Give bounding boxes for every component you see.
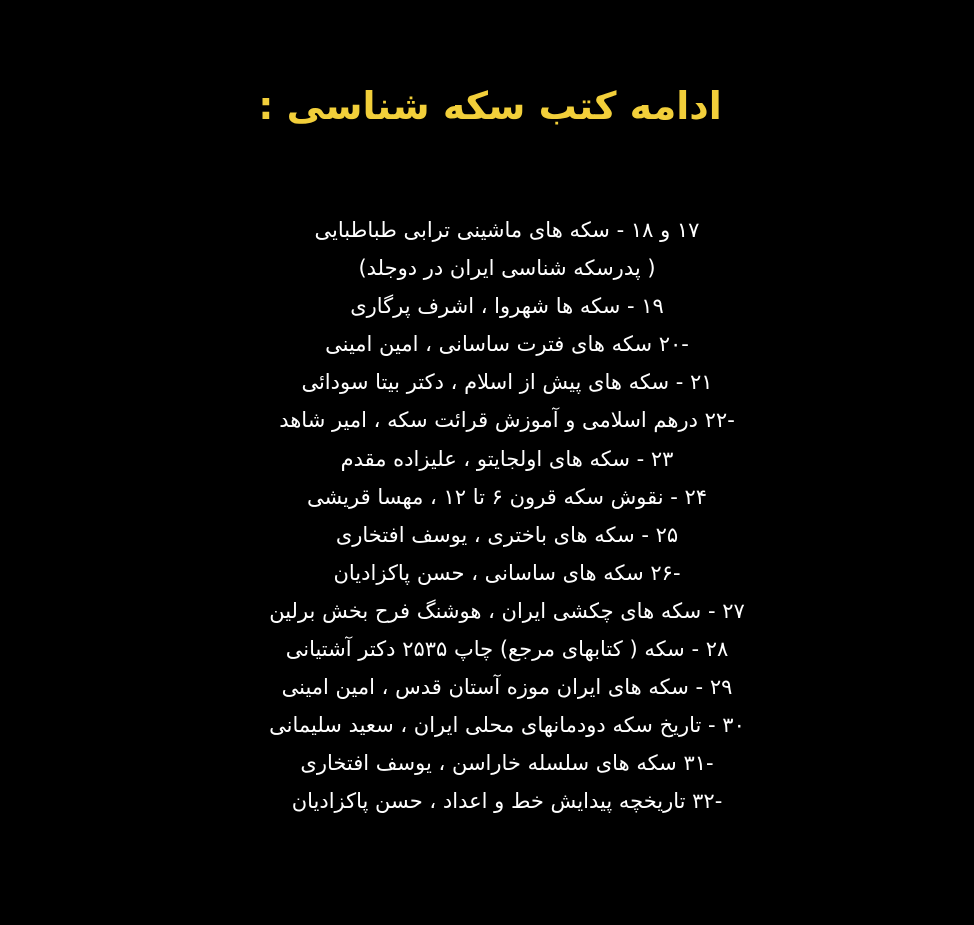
list-item: -۳۱ سکه های سلسله خاراسن ، یوسف افتخاری (300, 751, 714, 776)
list-item: ( پدرسکه شناسی ایران در دوجلد) (358, 256, 656, 281)
page-title: ادامه کتب سکه شناسی : (258, 84, 722, 128)
list-item: ۲۹ - سکه های ایران موزه آستان قدس ، امین امینی (281, 675, 733, 700)
list-item: ۲۵ - سکه های باختری ، یوسف افتخاری (335, 522, 679, 547)
book-list (0, 211, 974, 821)
list-item: ۲۴ - نقوش سکه قرون ۶ تا ۱۲ ، مهسا قریشی (306, 484, 708, 509)
list-item: ۳۰ - تاریخ سکه دودمانهای محلی ایران ، سعید سلیمانی (269, 713, 745, 738)
list-item: -۲۶ سکه های ساسانی ، حسن پاکزادیان (333, 560, 681, 585)
list-item: ۲۷ - سکه های چکشی ایران ، هوشنگ فرح بخش برلین (269, 598, 745, 623)
list-item: ۲۳ - سکه های اولجایتو ، علیزاده مقدم (340, 446, 674, 471)
list-item: ۱۷ و ۱۸ - سکه های ماشینی ترابی طباطبایی (314, 218, 700, 242)
list-item: -۲۲ درهم اسلامی و آموزش قرائت سکه ، امیر شاهد (279, 408, 735, 433)
list-item: ۱۹ - سکه ها شهروا ، اشرف پرگاری (350, 294, 664, 319)
list-item: ۲۸ - سکه ( کتابهای مرجع) چاپ ۲۵۳۵ دکتر آشتیانی (285, 637, 729, 662)
list-item: ۲۱ - سکه های پیش از اسلام ، دکتر بیتا سودائی (301, 370, 713, 395)
list-item: -۲۰ سکه های فترت ساسانی ، امین امینی (325, 332, 689, 357)
list-item: -۳۲ تاریخچه پیدایش خط و اعداد ، حسن پاکزادیان (291, 789, 723, 814)
